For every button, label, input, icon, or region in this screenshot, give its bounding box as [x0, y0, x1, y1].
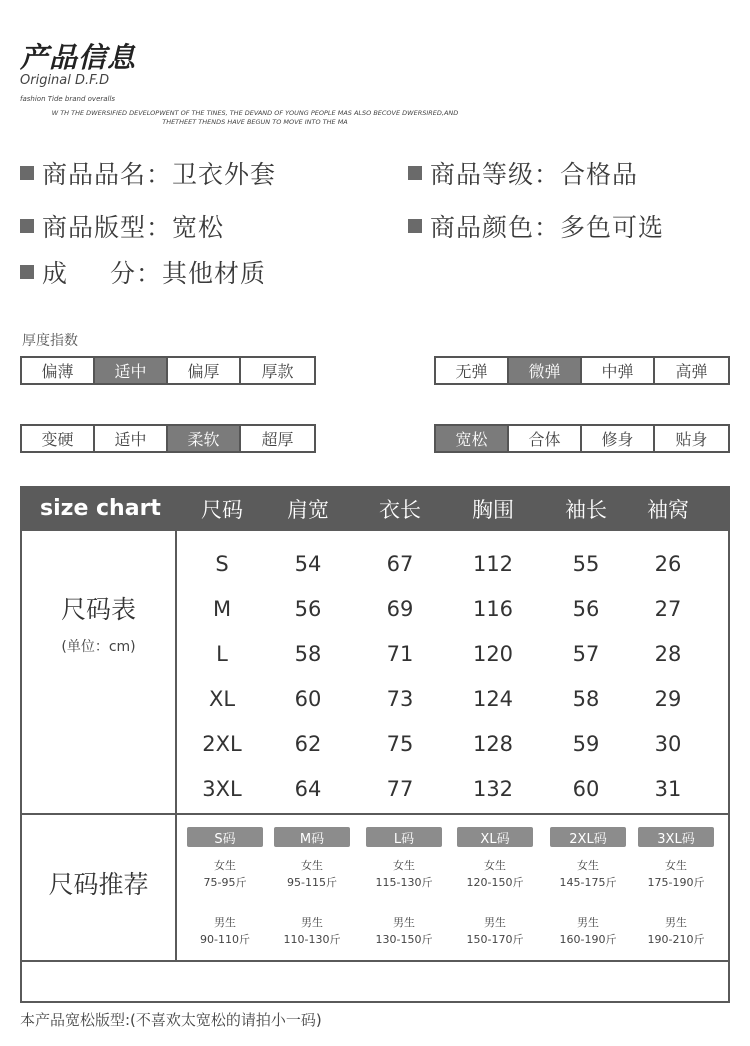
option-item: 适中	[95, 358, 168, 383]
info-grade-text: 商品等级：合格品	[430, 160, 639, 189]
brand-description-line1: W TH THE DWERSIFIED DEVELOPWENT OF THE TINES, THE DEVAND OF YOUNG PEOPLE MAS ALSO BECOVE DWERSIRED,AND	[51, 109, 459, 117]
info-product-name-text: 商品品名：卫衣外套	[42, 160, 277, 189]
option-item: 中弹	[582, 358, 655, 383]
table-cell: 58	[572, 687, 600, 711]
option-item: 偏薄	[22, 358, 95, 383]
option-item: 偏厚	[168, 358, 241, 383]
brand-description	[20, 109, 490, 127]
size-badge: 3XL码	[638, 827, 714, 847]
table-cell: 28	[654, 642, 682, 666]
male-label: 男生	[393, 916, 415, 929]
square-bullet-icon	[20, 166, 34, 180]
table-cell: 31	[654, 777, 682, 801]
table-cell: S	[215, 552, 229, 576]
table-cell: 54	[294, 552, 322, 576]
size-table-unit: (单位：cm)	[61, 639, 136, 655]
table-cell: 57	[572, 642, 600, 666]
table-cell: 132	[472, 777, 514, 801]
table-cell: 55	[572, 552, 600, 576]
option-item: 柔软	[168, 426, 241, 451]
table-divider	[20, 960, 730, 962]
size-badge: 2XL码	[550, 827, 626, 847]
table-cell: XL	[208, 687, 236, 711]
info-material-text: 分：其他材质	[110, 259, 267, 288]
column-header: 衣长	[379, 497, 421, 522]
option-item: 适中	[95, 426, 168, 451]
info-material	[20, 254, 266, 290]
info-color	[408, 208, 664, 244]
table-cell: 27	[654, 597, 682, 621]
option-item: 变硬	[22, 426, 95, 451]
male-label: 男生	[214, 916, 236, 929]
option-group-elasticity	[434, 356, 730, 385]
option-group-thickness	[20, 356, 316, 385]
table-divider	[20, 813, 730, 815]
table-cell: 60	[294, 687, 322, 711]
option-item: 微弹	[509, 358, 582, 383]
female-label: 女生	[301, 859, 323, 872]
male-label: 男生	[577, 916, 599, 929]
male-weight-range: 90-110斤	[200, 933, 250, 946]
option-item: 修身	[582, 426, 655, 451]
size-badge: XL码	[457, 827, 533, 847]
table-cell: 71	[386, 642, 414, 666]
option-item: 厚款	[261, 362, 294, 381]
footer-note: 本产品宽松版型:(不喜欢太宽松的请拍小一码)	[20, 1011, 322, 1029]
male-label: 男生	[301, 916, 323, 929]
female-label: 女生	[214, 859, 236, 872]
column-header: 肩宽	[287, 497, 329, 522]
brand-subtitle: Original D.F.D	[20, 73, 110, 88]
table-cell: 120	[472, 642, 514, 666]
male-weight-range: 130-150斤	[375, 933, 433, 946]
table-cell: M	[212, 597, 232, 621]
option-item: 超厚	[261, 430, 294, 449]
option-item: 宽松	[436, 426, 509, 451]
size-badge: M码	[274, 827, 350, 847]
option-item: 贴身	[675, 430, 708, 449]
table-cell: 62	[294, 732, 322, 756]
size-table-label: 尺码表	[60, 595, 136, 624]
female-label: 女生	[577, 859, 599, 872]
table-cell: 112	[472, 552, 514, 576]
size-chart-title: size chart	[40, 496, 161, 521]
square-bullet-icon	[408, 166, 422, 180]
size-recommend-label: 尺码推荐	[48, 870, 149, 899]
info-color-text: 商品颜色：多色可选	[430, 213, 665, 242]
brand-description-line2: THETHEET THENDS HAVE BEGUN TO MOVE INTO THE MA	[162, 118, 348, 126]
table-cell: 67	[386, 552, 414, 576]
option-group-softness	[20, 424, 316, 453]
column-header: 袖窝	[647, 497, 689, 522]
male-weight-range: 160-190斤	[559, 933, 617, 946]
info-fit	[20, 208, 224, 244]
table-cell: 2XL	[202, 732, 242, 756]
column-header: 袖长	[565, 497, 607, 522]
male-weight-range: 110-130斤	[283, 933, 341, 946]
size-badge: S码	[187, 827, 263, 847]
table-cell: 75	[386, 732, 414, 756]
female-weight-range: 115-130斤	[375, 876, 433, 889]
female-weight-range: 75-95斤	[203, 876, 247, 889]
square-bullet-icon	[20, 265, 34, 279]
table-cell: 77	[386, 777, 414, 801]
male-weight-range: 190-210斤	[647, 933, 705, 946]
table-cell: 116	[472, 597, 514, 621]
table-cell: 64	[294, 777, 322, 801]
female-weight-range: 175-190斤	[647, 876, 705, 889]
female-label: 女生	[665, 859, 687, 872]
column-header: 胸围	[472, 497, 514, 522]
info-fit-text: 商品版型：宽松	[42, 213, 225, 242]
table-cell: 60	[572, 777, 600, 801]
table-divider	[175, 531, 177, 961]
table-cell: 73	[386, 687, 414, 711]
option-item: 无弹	[436, 358, 509, 383]
table-cell: L	[216, 642, 228, 666]
option-group-fit	[434, 424, 730, 453]
table-cell: 124	[472, 687, 514, 711]
table-cell: 29	[654, 687, 682, 711]
square-bullet-icon	[408, 219, 422, 233]
info-product-name	[20, 155, 276, 191]
table-cell: 59	[572, 732, 600, 756]
table-cell: 56	[572, 597, 600, 621]
table-cell: 128	[472, 732, 514, 756]
brand-tagline: fashion Tide brand overalls	[20, 95, 116, 103]
thickness-label: 厚度指数	[22, 333, 78, 349]
female-weight-range: 145-175斤	[559, 876, 617, 889]
size-badge: L码	[366, 827, 442, 847]
table-cell: 56	[294, 597, 322, 621]
table-cell: 3XL	[202, 777, 242, 801]
table-cell: 69	[386, 597, 414, 621]
female-weight-range: 120-150斤	[466, 876, 524, 889]
square-bullet-icon	[20, 219, 34, 233]
table-cell: 30	[654, 732, 682, 756]
female-label: 女生	[484, 859, 506, 872]
male-weight-range: 150-170斤	[466, 933, 524, 946]
table-cell: 58	[294, 642, 322, 666]
option-item: 合体	[509, 426, 582, 451]
female-label: 女生	[393, 859, 415, 872]
table-cell: 26	[654, 552, 682, 576]
info-grade	[408, 155, 638, 191]
option-item: 高弹	[675, 362, 708, 381]
male-label: 男生	[484, 916, 506, 929]
female-weight-range: 95-115斤	[287, 876, 337, 889]
male-label: 男生	[665, 916, 687, 929]
page-title: 产品信息	[20, 41, 137, 74]
column-header: 尺码	[201, 497, 243, 522]
info-material-label: 成	[42, 259, 69, 288]
